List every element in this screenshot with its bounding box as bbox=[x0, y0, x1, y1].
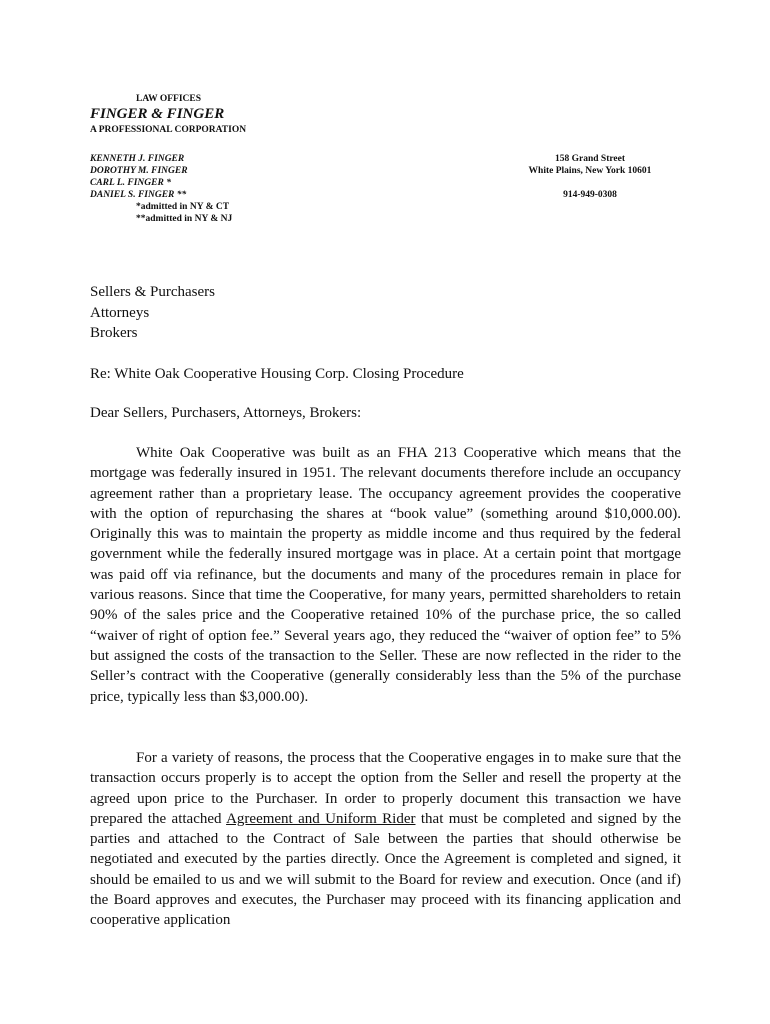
admission-notes bbox=[136, 201, 232, 225]
address-line: White Plains, New York 10601 bbox=[528, 166, 652, 176]
recipient-line: Attorneys bbox=[90, 304, 150, 321]
partner-name: DOROTHY M. FINGER bbox=[90, 166, 188, 176]
partner-list bbox=[90, 153, 188, 201]
partner-name: KENNETH J. FINGER bbox=[90, 154, 185, 164]
body-paragraph-2 bbox=[90, 748, 681, 931]
paragraph-text: For a variety of reasons, the process that the Cooperative engages in to make sure that the transaction occurs properly is to accept the option from the Seller and resell the property at the agreed upon price to the Purchaser. In order to properly document this transaction we have prepared the attached bbox=[90, 750, 681, 827]
salutation: Dear Sellers, Purchasers, Attorneys, Brokers: bbox=[90, 405, 362, 421]
partner-name: CARL L. FINGER * bbox=[90, 178, 171, 188]
firm-address bbox=[515, 153, 665, 177]
partner-name: DANIEL S. FINGER ** bbox=[90, 190, 187, 200]
recipient-block bbox=[90, 282, 215, 344]
address-line: 158 Grand Street bbox=[554, 154, 625, 164]
subject-line: Re: White Oak Cooperative Housing Corp. Closing Procedure bbox=[90, 366, 464, 382]
firm-name: FINGER & FINGER bbox=[90, 106, 225, 122]
admission-note: **admitted in NY & NJ bbox=[136, 214, 233, 224]
body-paragraph-1: White Oak Cooperative was built as an FHA 213 Cooperative which means that the mortgage was federally insured in 1951. The relevant documents therefore include an occupancy agreement rather than a proprietary lease. The occupancy agreement provides the cooperative with the option of repurchasing the shares at “book value” (something around $10,000.00). Originally this was to maintain the property as middle income and thus required by the federal government while the federally insured mortgage was in place. At a certain point that mortgage was paid off via refinance, but the documents and many of the procedures remain in place for various reasons. Since that time the Cooperative, for many years, permitted shareholders to retain 90% of the sales price and the Cooperative retained 10% of the purchase price, the so called “waiver of right of option fee.” Several years ago, they reduced the “waiver of option fee” to 5% but assigned the costs of the transaction to the Seller. These are now reflected in the rider to the Seller’s contract with the Cooperative (generally considerably less than the 5% of the purchase price, typically less than $3,000.00). bbox=[90, 445, 681, 705]
paragraph-text: that must be completed and signed by the parties and attached to the Contract of Sale between the parties that should otherwise be negotiated and executed by the parties directly. Once the Agreement is completed and signed, it should be emailed to us and we will submit to the Board for review and execution. Once (and if) the Board approves and executes, the Purchaser may proceed with its financing application and cooperative application bbox=[90, 810, 681, 929]
firm-phone: 914-949-0308 bbox=[563, 190, 617, 200]
corporation-label: A PROFESSIONAL CORPORATION bbox=[90, 125, 247, 135]
law-offices-label: LAW OFFICES bbox=[136, 94, 202, 104]
recipient-line: Sellers & Purchasers bbox=[90, 284, 215, 300]
admission-note: *admitted in NY & CT bbox=[136, 202, 230, 212]
recipient-line: Brokers bbox=[90, 325, 138, 341]
agreement-link: Agreement and Uniform Rider bbox=[226, 810, 416, 827]
